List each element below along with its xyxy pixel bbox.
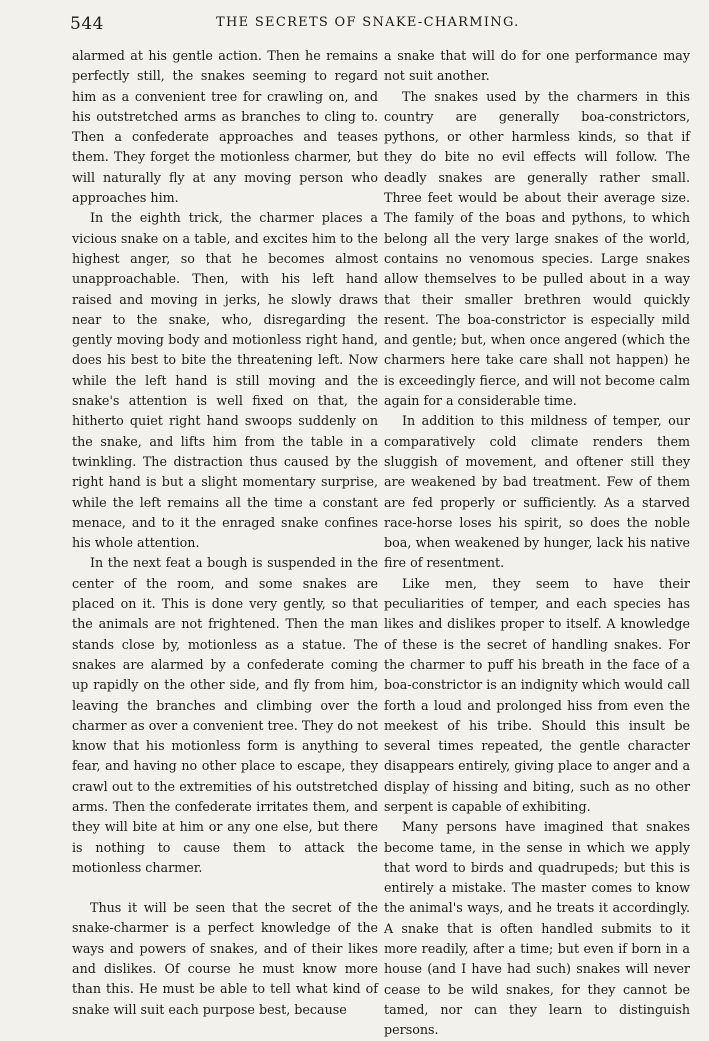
paragraph: Many persons have imagined that snakes become tame, in the sense in which we apply that word to birds and quadrupeds; but this is entirely a mistake. The master comes to know the animal's ways, and he treats it accordingly. A snake that is often handled submits to it more readily, after a time; but even if born in a house (and I have had such) snakes will never cease to be wild snakes, for they cannot be tamed, nor can they learn to distinguish persons. [384,819,690,1038]
paragraph: In the eighth trick, the charmer places a vicious snake on a table, and excites him to the highest anger, so that he becomes almost unapproachable. Then, with his left hand raised and moving in jerks, he slowly draws near to the snake, who, disregarding the gently moving body and motionless right hand, does his best to bite the threatening left. Now while the left hand is still moving and the snake's attention is well fixed on that, the hitherto quiet right hand swoops suddenly on the snake, and lifts him from the table in a twinkling. The distraction thus caused by the right hand is but a slight momentary surprise, while the left remains all the time a constant menace, and to it the enraged snake confines his whole attention. [72,210,378,551]
running-head: THE SECRETS OF SNAKE-CHARMING. [216,15,520,30]
paragraph: Like men, they seem to have their peculiarities of temper, and each species has likes and dislikes proper to itself. A knowledge of these is the secret of handling snakes. For the charmer to puff his breath in the face of a boa-constrictor is an indignity which would call forth a loud and prolonged hiss from even the meekest of his tribe. Should this insult be several times repeated, the gentle character disappears entirely, giving place to anger and a display of hissing and biting, such as no other serpent is capable of exhibiting. [384,575,691,814]
paragraph: The snakes used by the charmers in this country are generally boa-constrictors, pythons, or other harmless kinds, so that if they do bite no evil effects will follow. The deadly snakes are generally rather small. Three feet would be about their average size. The family of the boas and pythons, to which belong all the very large snakes of the world, contains no venomous species. Large snakes allow themselves to be pulled about in a way that their smaller brethren would quickly resent. The boa-constrictor is especially mild and gentle; but, when once angered (which the charmers here take care shall not happen) he is exceedingly fierce, and will not become calm again for a considerable time. [384,88,690,409]
paragraph: Thus it will be seen that the secret of the snake-charmer is a perfect knowledge of the ways and powers of snakes, and of their likes and dislikes. Of course he must know more than this. He must be able to tell what kind of snake will suit each purpose best, because [72,900,378,1017]
paragraph: a snake that will do for one performance may not suit another. [384,48,690,84]
page-number: 544 [70,14,104,34]
page-header [70,14,683,40]
paragraph: In the next feat a bough is suspended in the center of the room, and some snakes are placed on it. This is done very gently, so that the animals are not frightened. Then the man stands close by, motionless as a statue. The snakes are alarmed by a confederate coming up rapidly on the other side, and fly from him, leaving the branches and climbing over the charmer as over a convenient tree. They do not know that his motionless form is anything to fear, and having no other place to escape, they crawl out to the extremities of his outstretched arms. Then the confederate irritates them, and they will bite at him or any one else, but there is nothing to cause them to attack the motionless charmer. [72,555,378,875]
right-column [384,46,690,1041]
left-column [72,46,378,1020]
paragraph: In addition to this mildness of temper, our comparatively cold climate renders them sluggish of movement, and oftener still they are weakened by bad treatment. Few of them are fed properly or sufficiently. As a starved race-horse loses his spirit, so does the noble boa, when weakened by hunger, lack his native fire of resentment. [384,413,690,571]
paragraph: alarmed at his gentle action. Then he remains perfectly still, the snakes seeming to regard him as a convenient tree for crawling on, and his outstretched arms as branches to cling to. Then a confederate approaches and teases them. They forget the motionless charmer, but will naturally fly at any moving person who approaches him. [72,48,378,206]
